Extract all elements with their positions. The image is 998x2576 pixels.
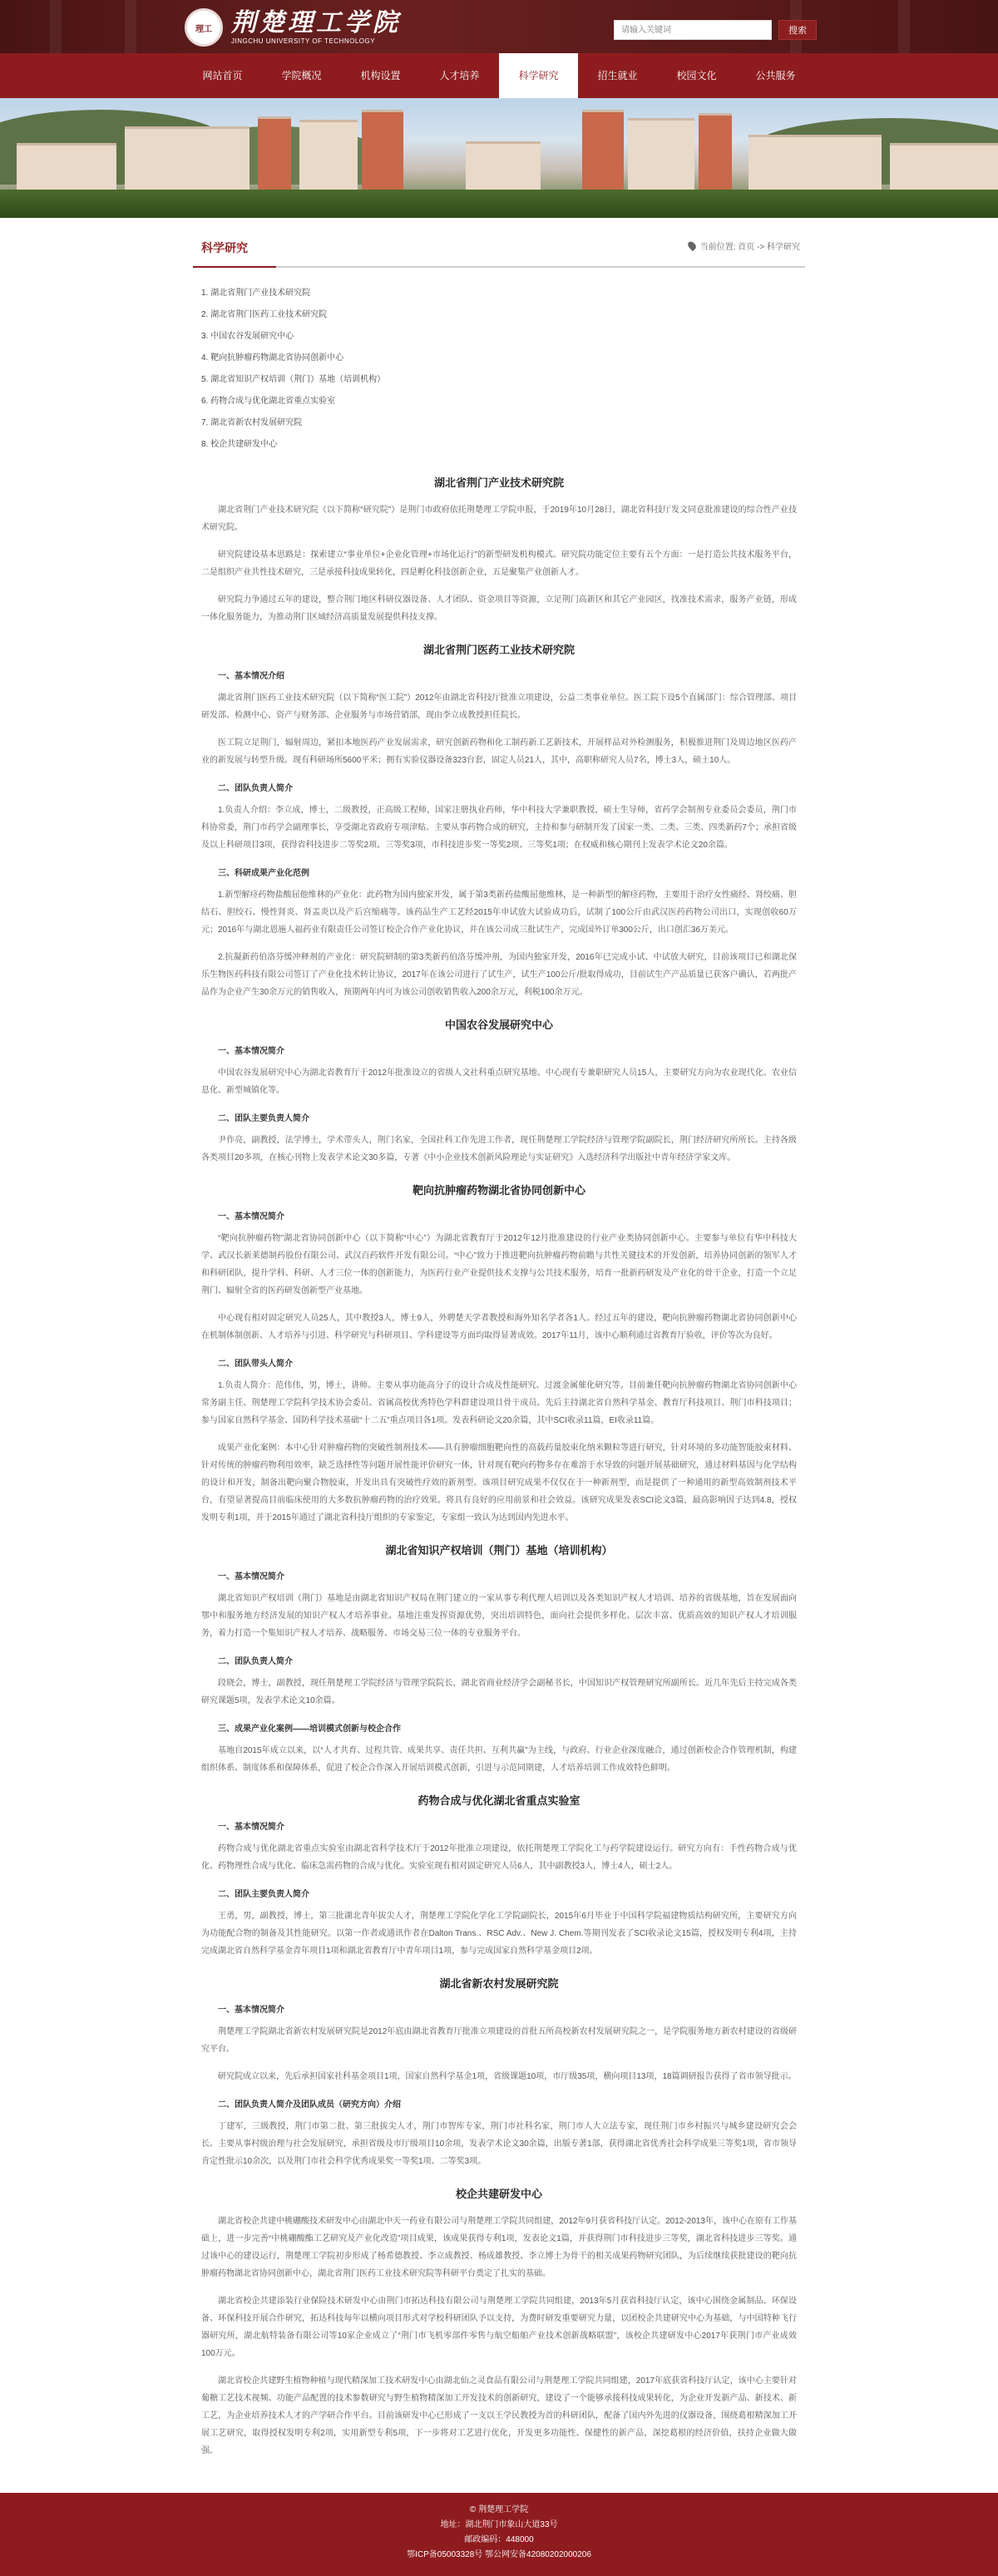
nav-item[interactable]: 科学研究 [499,53,578,98]
paragraph: 湖北省校企共建添装行业保险技术研发中心由荆门市拓达科技有限公司与荆楚理工学院共同组建，2013年5月获省科技厅认定，该中心围绕金属制品、环保设备、环保科技开展合作研究，拓达科技每年以横向项目形式对学校科研团队予以支持，为费时研发重要研究力量，以团校企共建研究中心为基础，与中国特种飞行器研究所，湖北航特装备有限公司等10家企业成立了“荆门市飞机零部件零售与航空船舶产业技术创新战略联盟”，该校企共建研发中心2017年获荆门市产业成效100万元。 [201,2297,797,2358]
subsection-title: 一、基本情况简介 [218,1047,284,1056]
page-title: 科学研究 [201,241,248,254]
paragraph: 湖北省荆门产业技术研究院（以下简称“研究院”）是荆门市政府依托荆楚理工学院申报，于2019年10月28日，湖北省科技厅发文同意批准建设的综合性产业技术研究院。 [201,506,797,532]
nav-item[interactable]: 公共服务 [755,70,796,81]
subsection-title: 三、成果产业化案例——培训模式创新与校企合作 [218,1725,401,1734]
location-pin-icon [686,240,697,251]
main-content [183,218,815,2460]
section-title: 校企共建研发中心 [455,2188,542,2200]
subsection-title: 三、科研成果产业化范例 [218,869,309,878]
footer-icp[interactable]: 鄂ICP备05003328号 鄂公网安备42080202000206 [407,2550,591,2559]
article-section [193,1542,805,1777]
paragraph: 2.抗凝新药伯洛芬缓冲释剂的产业化：研究院研制的第3类新药伯洛芬缓冲剂，为国内独家开发，2016年已完成小试、中试放大研究，目前该项目已和湖北保乐生物医药科技有限公司签订了产业化技术转让协议，2017年在该公司进行了试生产，试生产100公斤/批取得成功，目前试生产产品质量已获客户确认，若两批产品作为企业产生30余万元的销售收入，预期两年内可为该公司创收销售收入200余万元，利税100余万元。 [201,953,797,997]
section-title: 中国农谷发展研究中心 [444,1019,553,1031]
section-header [193,218,805,268]
header-decoration [898,0,910,53]
toc-link[interactable]: 5. 湖北省知识产权培训（荆门）基地（培训机构） [201,375,386,384]
toc-link[interactable]: 6. 药物合成与优化湖北省重点实验室 [201,397,336,406]
paragraph: 1.负责人简介：范伟伟，男，博士，讲师。主要从事功能高分子的设计合成及性能研究、过渡金属催化研究等。目前兼任靶向抗肿瘤药物湖北省协同创新中心常务副主任、荆楚理工学院科学技术协会委员、省属高校优秀特色学科群建设项目骨干成员。先后主持湖北省自然科学基金、教育厅科技项目、荆门市科技项目；参与国家自然科学基金、国防科学技术基础“十二五”重点项目各1项。发表科研论文20余篇，其中SCI收录11篇，EI收录11篇。 [201,1381,797,1425]
nav-item[interactable]: 校园文化 [676,70,717,81]
subsection-title: 二、团队主要负责人简介 [218,1890,309,1899]
paragraph: 荆楚理工学院湖北省新农村发展研究院是2012年底由湖北省教育厅批准立项建设的首批五所高校新农村发展研究院之一，是学院服务地方新农村建设的省级研究平台。 [201,2027,797,2054]
search-input[interactable] [614,20,772,40]
paragraph: 成果产业化案例：本中心针对肿瘤药物的突破性制剂技术——具有肿瘤细胞靶向性的高载药量胶束化纳米颗粒等进行研究，针对环境的多功能智能胶束材料、针对传统的肿瘤药物利用效率，缺乏选择性等问题开展性能评价研究一体，针对现有靶向药物多存在难溶于水导致的问题开展基础研究，通过材料基因与化学结构的设计和开发，制备出靶向聚合物胶束，开发出具有突破性疗效的新剂型。该项目研究成果不仅仅在于一种新剂型，而是提供了一种通用的新型高效制剂技术平台，有望显著提高目前临床使用的大多数抗肿瘤药物的治疗效果。将具有良好的应用前景和社会效益。该研究成果发表SCI论文3篇，最高影响因子达到4.8，授权发明专利1项，并于2015年通过了湖北省科技厅组织的专家鉴定，专家组一致认为达到国内先进水平。 [201,1443,797,1522]
paragraph: 丁建军，三级教授，荆门市第二批、第三批拔尖人才，荆门市智库专家，荆门市社科名家，荆门市人大立法专家，现任荆门市乡村振兴与城乡建设研究会会长。主要从事村级治理与社会发展研究，承担省级及市厅级项目10余项，发表学术论文30余篇，出版专著1部，获得湖北省优秀社会科学成果三等奖1项，省市领导肯定性批示10余次，以及荆门市社会科学优秀成果奖一等奖1项、二等奖3项。 [201,2122,797,2166]
toc-link[interactable]: 2. 湖北省荆门医药工业技术研究院 [201,310,328,319]
paragraph: 研究院成立以来，先后承担国家社科基金项目1项，国家自然科学基金1项，省级课题10项，市厅级35项，横向项目13项，18篇调研报告获得了省市领导批示。 [218,2072,797,2081]
paragraph: 基地自2015年成立以来，以“人才共育、过程共管、成果共享、责任共担、互利共赢”为主线，与政府、行业企业深度融合，通过创新校企合作管理机制，构建组织体系、制度体系和保障体系，促进了校企合作深入开展培训模式创新，引进与示范同期建，人才培养培训工作成效特色鲜明。 [201,1746,797,1773]
paragraph: 段晓会，博士，副教授，现任荆楚理工学院经济与管理学院院长，湖北省商业经济学会副秘书长，中国知识产权管理研究所副所长。近几年先后主持完成各类研究课题5项，发表学术论文10余篇。 [201,1679,797,1705]
site-footer [0,2493,998,2576]
logo-subtitle: JINGCHU UNIVERSITY OF TECHNOLOGY [231,37,376,45]
toc-link[interactable]: 4. 靶向抗肿瘤药物湖北省协同创新中心 [201,353,344,363]
paragraph: 研究院建设基本思路是：探索建立“事业单位+企业化管理+市场化运行”的新型研发机构模式。研究院功能定位主要有五个方面：一是打造公共技术服务平台，二是组织产业共性技术研究，三是承接科技成果转化，四是孵化科技创新企业，五是聚集产业创新人才。 [201,550,797,577]
subsection-title: 一、基本情况简介 [218,1572,284,1582]
search-bar [614,20,817,40]
toc-link[interactable]: 1. 湖北省荆门产业技术研究院 [201,289,311,298]
section-title: 湖北省新农村发展研究院 [439,1977,559,1990]
subsection-title: 二、团队负责人简介 [218,784,293,793]
subsection-title: 一、基本情况简介 [218,1823,284,1832]
paragraph: 中国农谷发展研究中心为湖北省教育厅于2012年批准设立的省级人文社科重点研究基地。中心现有专兼职研究人员15人，主要研究方向为农业现代化、农业信息化、新型城镇化等。 [201,1068,797,1095]
paragraph: 1.负责人介绍：李立成，博士，二级教授，正高级工程师，国家注册执业药师，华中科技大学兼职教授，硕士生导师，省药学会制剂专业委员会委员，荆门市科协常委，荆门市药学会副理事长，享受湖北省政府专项津贴。主要从事药物合成的研究，主持和参与研制开发了国家一类、二类、三类、四类新药7个；承担省级及以上科研项目3项，获得省科技进步二等奖2项、三等奖3项，市科技进步奖一等奖2项、三等奖1项；在权威和核心期刊上发表学术论文20余篇。 [201,806,797,850]
article-section [193,474,805,626]
article-section [193,1016,805,1167]
breadcrumb[interactable]: 当前位置: 首页 -> 科学研究 [689,239,800,252]
logo-title: 荆楚理工学院 [231,8,401,37]
paragraph: 湖北省知识产权培训（荆门）基地是由湖北省知识产权局在荆门建立的一家从事专利代理人培训以及各类知识产权人才培训、培养的省级基地，旨在发展面向鄂中和服务地方经济发展的知识产权人才培养事业。基地注重发挥资源优势，突出培训特色，面向社会提供多样化、层次丰富、优质高效的知识产权人才培训服务，着力打造一个集知识产权人才培养、战略服务、市场交易三位一体的专业服务平台。 [201,1594,797,1638]
header-decoration [50,0,62,53]
campus-banner-image [0,98,998,218]
article-section [193,641,805,1001]
site-logo[interactable] [185,8,401,47]
paragraph: 医工院立足荆门，辐射周边，紧扣本地医药产业发展需求，研究创新药物和化工制药新工艺新技术，开展样品对外检测服务，积极推进荆门及周边地区医药产业的新发展与转型升级。现有科研场所5600平米；拥有实验仪器设备323台套，固定人员21人，其中，高职称研究人员7名，博士3人，硕士10人。 [201,738,797,765]
header-decoration [125,0,136,53]
nav-item[interactable]: 人才培养 [439,70,480,81]
section-title: 湖北省知识产权培训（荆门）基地（培训机构） [385,1544,613,1557]
toc-link[interactable]: 7. 湖北省新农村发展研究院 [201,418,303,427]
subsection-title: 二、团队主要负责人简介 [218,1114,309,1123]
paragraph: 湖北省校企共建野生植物种植与现代精深加工技术研发中心由湖北仙之灵食品有限公司与荆楚理工学院共同组建，2017年底获省科技厅认定，该中心主要针对葡糖工艺技术视频、功能产品配置的技术参数研究与野生植物精深加工开发技术的创新研究，建设了一个能够承接科技成果转化，为企业开发新产品、新技术、新工艺，为企业培养技术人才的产学研合作平台。目前该研发中心已形成了一支以王学民教授为首的科研团队，配备了国内外先进的仪器设备，围绕葛根精深加工开展工艺研究，取得授权发明专利2项，实用新型专利5项，下一步将对工艺进行优化，开发更多功能性、保健性的新产品，深挖葛根的经济价值，扶持企业做大做强。 [201,2376,797,2455]
toc-link[interactable]: 8. 校企共建研发中心 [201,440,278,449]
section-title: 靶向抗肿瘤药物湖北省协同创新中心 [412,1184,585,1197]
subsection-title: 二、团队带头人简介 [218,1360,293,1369]
paragraph: 湖北省校企共建中桃硼酸技术研发中心由湖北中天一药业有限公司与荆楚理工学院共同组建，2012年9月获省科技厅认定。2012-2013年，该中心在原有工作基础上，进一步完善“中桃硼酸酯工艺研究及产业化改造”项目成果，该成果获得专利1项，发表论文1篇，并获得荆门市科技进步三等奖，湖北省科技进步三等奖。通过该中心的建设运行，荆楚理工学院初步形成了杨希德教授、李立成教授、杨成雄教授、李立博士为骨干的相关成果药物研究团队，为后续继续获批建设的靶向抗肿瘤药物湖北省协同创新中心，湖北省荆门医药工业技术研究院等科研平台奠定了扎实的基础。 [201,2217,797,2278]
main-nav [0,53,998,98]
subsection-title: 一、基本情况简介 [218,1212,284,1221]
section-title: 药物合成与优化湖北省重点实验室 [417,1794,581,1807]
footer-address: 地址：湖北荆门市象山大道33号 [440,2520,558,2529]
article-section [193,2185,805,2460]
logo-seal-icon: 理工 [185,8,223,47]
search-button[interactable]: 搜索 [778,20,817,40]
paragraph: 研究院力争通过五年的建设，整合荆门地区科研仪器设备、人才团队、资金项目等资源，立足荆门高新区和其它产业园区，找准技术需求，服务产业链，形成一体化服务能力，为推动荆门区域经济高质量发展提供科技支撑。 [201,595,797,622]
site-header [0,0,998,53]
paragraph: 药物合成与优化湖北省重点实验室由湖北省科学技术厅于2012年批准立项建设，依托荆楚理工学院化工与药学院建设运行。研究方向有：手性药物合成与优化、药物理性合成与优化、临床急需药物的合成与优化。实验室现有相对固定研究人员6人，其中副教授3人，博士4人，硕士2人。 [201,1844,797,1871]
toc-link[interactable]: 3. 中国农谷发展研究中心 [201,332,294,341]
nav-item[interactable]: 学院概况 [281,70,322,81]
article-section [193,1182,805,1527]
table-of-contents [193,268,805,459]
article-body [193,474,805,2460]
paragraph: 王勇，男，副教授，博士，第三批湖北青年拔尖人才，荆楚理工学院化学化工学院副院长，2015年6月毕业于中国科学院福建物质结构研究所，主要研究方向为功能配合物的制备及其性能研究。以第一作者或通讯作者在Dalton Trans.、RSC Adv.、New J. Chem.等期刊发表了SCI收录论文15篇，授权发明专利4项，主持完成湖北省自然科学基金青年项目1项和湖北省教育厅中青年项目1项，参与完成国家自然科学基金项目2项。 [201,1912,797,1956]
paragraph: 1.新型解痉药物盐酸屈他维林的产业化：此药物为国内独家开发，属于第3类新药盐酸屈他维林，是一种新型的解痉药物，主要用于治疗女性痛经、肾绞痛、胆结石、胆绞石、慢性肾炎、肾盂炎以及产后宫缩痛等。该药品生产工艺经2015年申试放大试验成功后，试制了100公斤由武汉医药药物公司出口，实现创收60万元；2016年与湖北恩施人福药业有限责任公司签订校企合作产业化协议，并在该公司成三批试生产，完成国外订单300公斤，出口创汇36万美元。 [201,891,797,935]
section-title: 湖北省荆门产业技术研究院 [433,476,564,489]
subsection-title: 一、基本情况简介 [218,2006,284,2015]
paragraph: 湖北省荆门医药工业技术研究院（以下简称“医工院”）2012年由湖北省科技厅批准立项建设，公益二类事业单位。医工院下设5个直属部门：综合管理部、项目研发部、检测中心、资产与财务部、企业服务与市场营销部，现由李立成教授担任院长。 [201,693,797,720]
subsection-title: 一、基本情况介绍 [218,672,284,681]
paragraph: 尹作亮，副教授，法学博士，学术带头人，荆门名家，全国社科工作先进工作者，现任荆楚理工学院经济与管理学院副院长，荆门经济研究所所长。主持各级各类项目20多项，在核心刊物上发表学术论文30多篇，专著《中小企业技术创新风险理论与实证研究》入选经济科学出版社中青年经济学家文库。 [201,1136,797,1162]
section-title: 湖北省荆门医药工业技术研究院 [422,644,575,656]
article-section [193,1975,805,2170]
subsection-title: 二、团队负责人简介 [218,1657,293,1666]
footer-copyright: © 荆楚理工学院 [469,2505,529,2514]
subsection-title: 二、团队负责人简介及团队成员（研究方向）介绍 [218,2100,401,2110]
nav-item[interactable]: 机构设置 [360,70,401,81]
nav-item[interactable]: 招生就业 [597,70,638,81]
article-section [193,1792,805,1960]
nav-item[interactable]: 网站首页 [202,70,243,81]
paragraph: 中心现有相对固定研究人员25人，其中教授3人，博士9人，外聘楚天学者教授和海外知名学者各1人。经过五年的建设，靶向抗肿瘤药物湖北省协同创新中心在机制体制创新、人才培养与引进、科学研究与科研项目、学科建设等方面均取得显著成效。2017年11月，该中心顺利通过省教育厅验收，评价等次为良好。 [201,1314,797,1340]
paragraph: “靶向抗肿瘤药物”湖北省协同创新中心（以下简称“中心”）为湖北省教育厅于2012年12月批准建设的行业产业类协同创新中心。主要参与单位有华中科技大学、武汉长新莱德制药股份有限公司、武汉百药软件开发有限公司。“中心”致力于推进靶向抗肿瘤药物前瞻与共性关键技术的开发创新，培养协同创新的领军人才和科研团队，提升学科、科研、人才三位一体的创新能力，为医药行业产业提供技术支撑与公共技术服务，培育一批新药研发及产业化的骨干企业，打造一个立足荆门、辐射全省的医药研发创新型产业基地。 [201,1234,797,1295]
footer-zip: 邮政编码：448000 [464,2535,534,2544]
